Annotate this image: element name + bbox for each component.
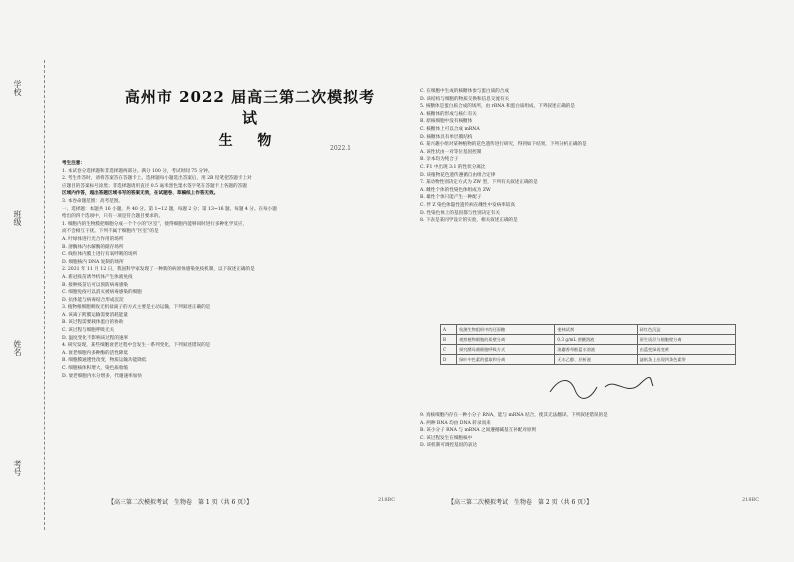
table-cell: 砖红色沉淀 bbox=[637, 325, 735, 335]
question-line: D. 温度变化不影响该过程的速率 bbox=[62, 335, 129, 341]
question-line: A. 核糖体的形成与核仁有关 bbox=[420, 111, 477, 117]
binding-label-school: 学校 bbox=[13, 80, 22, 96]
table-cell: 绿叶中色素的提取和分离 bbox=[457, 355, 555, 365]
table-cell: 滤纸条上出现四条色素带 bbox=[637, 355, 735, 365]
right-column-lower bbox=[420, 412, 780, 450]
rna-strand-curve bbox=[605, 377, 653, 388]
exam-code: 2022.1 bbox=[330, 145, 351, 152]
table-cell: D bbox=[441, 355, 457, 365]
question-line: B. 雄性个体只能产生一种配子 bbox=[420, 195, 482, 201]
question-line: D. 核糖体具有单层膜结构 bbox=[420, 134, 473, 140]
exam-title: 高州市 2022 届高三第二次模拟考试 bbox=[124, 88, 376, 127]
footer-code-left: 218BC bbox=[378, 497, 396, 503]
question-line: 4. 研究发现，某些细胞衰老过程中会发生一系列变化，下列叙述错误的是 bbox=[62, 343, 211, 349]
table-row bbox=[441, 355, 736, 365]
footer-code-right: 218BC bbox=[742, 497, 760, 503]
question-line: 7. 某动物性别决定方式为 ZW 型，下列有关叙述正确的是 bbox=[420, 180, 538, 186]
question-line: A. 叶绿体进行光合作用的场所 bbox=[62, 236, 124, 242]
notice-heading: 考生注意： bbox=[62, 161, 85, 166]
rna-strand-curve bbox=[550, 380, 597, 398]
question-line: B. 原核细胞中没有核糖体 bbox=[420, 119, 473, 125]
notice-line: 3. 本卷命题范围：高考范围。 bbox=[62, 198, 123, 204]
question-line: B. 接种疫苗后可以预防病毒感染 bbox=[62, 282, 129, 288]
question-line: A. 新冠疫苗诱导机体产生体液免疫 bbox=[62, 274, 133, 280]
rna-structure-figure bbox=[545, 372, 655, 402]
table-row bbox=[441, 345, 736, 355]
table-cell: B bbox=[441, 335, 457, 345]
table-cell: C bbox=[441, 345, 457, 355]
question-line: C. 伴 Z 染色体隐性遗传病在雌性中发病率较高 bbox=[420, 202, 516, 208]
question-line: 2. 2021 年 11 月 12 日，我国科学家发现了一种新的病原体感染免疫机制，以下叙述正确的是 bbox=[62, 267, 255, 273]
question-line: B. 溶酶体内水解酶的储存场所 bbox=[62, 244, 124, 250]
question-line: B. 细胞膜通透性改变，物质运输功能降低 bbox=[62, 358, 147, 364]
table-cell: A bbox=[441, 325, 457, 335]
right-column bbox=[420, 88, 780, 225]
question-line: A. 两种 RNA 均由 DNA 转录而来 bbox=[420, 420, 491, 426]
question-line: C. 细胞免疫可以消灭被病毒感染的细胞 bbox=[62, 290, 142, 296]
footer-right: 【高三第二次模拟考试 生物卷 第 2 页（共 6 页）】 bbox=[448, 499, 593, 506]
question-line: C. 该过程与细胞呼吸无关 bbox=[62, 328, 115, 334]
question-line: A. 衰老细胞内多种酶的活性降低 bbox=[62, 350, 128, 356]
question-line: 9. 真核细胞内存在一种小分子 RNA，能与 mRNA 结合，使其无法翻译。下列叙述错误的是 bbox=[420, 413, 608, 418]
question-line: C. 核糖体上可以合成 mRNA bbox=[420, 126, 480, 132]
table-cell: 观察植物细胞的质壁分离 bbox=[457, 335, 555, 345]
table-cell: 由蓝变绿再变黄 bbox=[637, 345, 735, 355]
question-line: B. 该小分子 RNA 与 mRNA 之间遵循碱基互补配对原则 bbox=[420, 428, 537, 434]
question-line: C. 该过程发生在细胞核中 bbox=[420, 435, 473, 441]
notice-line: 应题目的答案标号涂黑；非选择题请用直径 0.5 毫米黑色墨水签字笔在答题卡上各题的答题 bbox=[62, 183, 247, 189]
table-row bbox=[441, 325, 736, 335]
table-row bbox=[441, 335, 736, 345]
question-line: A. 雌性个体的性染色体组成为 ZW bbox=[420, 187, 491, 193]
experiment-table bbox=[440, 324, 736, 365]
question-line: 一、选择题：本题共 16 小题，共 40 分。第 1~12 题，每题 2 分；第 13~16 题，每题 4 分。在每小题 bbox=[62, 206, 277, 212]
binding-label-number: 考号 bbox=[13, 460, 22, 476]
question-line: 5. 核糖体是蛋白质合成的场所，由 rRNA 和蛋白质组成，下列叙述正确的是 bbox=[420, 104, 575, 110]
notice-line: 2. 考生作答时，请将答案答在答题卡上。选择题每小题选出答案后，用 2B 铅笔把答题卡上对 bbox=[62, 176, 252, 182]
left-questions bbox=[62, 206, 407, 381]
question-line: D. 该机制可调控基因的表达 bbox=[420, 443, 477, 449]
table-cell: 检测生物组织中的还原糖 bbox=[457, 325, 555, 335]
question-line: D. 细胞核内 DNA 复制的场所 bbox=[62, 259, 124, 265]
table-cell: 原生质层与细胞壁分离 bbox=[637, 335, 735, 345]
table-cell: 0.3 g/mL 蔗糖溶液 bbox=[555, 335, 637, 345]
question-line: D. 抗体能与病毒结合形成沉淀 bbox=[62, 297, 124, 303]
question-line: D. 衰老细胞内水分增多，代谢速率加快 bbox=[62, 373, 142, 379]
question-line: C. 细胞核体积增大，染色质收缩 bbox=[62, 366, 128, 372]
question-line: D. 性染色体上的基因都与性别决定有关 bbox=[420, 210, 500, 216]
question-line: D. 该结构与细胞的物质交换和信息交流有关 bbox=[420, 96, 510, 102]
question-line: B. 亲本均为纯合子 bbox=[420, 157, 459, 163]
question-line: 8. 下表是某同学设计的实验，相关叙述正确的是 bbox=[420, 218, 518, 224]
table-cell: 溴麝香草酚蓝水溶液 bbox=[555, 345, 637, 355]
question-line: A. 该离子跨膜运输需要消耗能量 bbox=[62, 312, 128, 318]
table-cell: 无水乙醇、层析液 bbox=[555, 355, 637, 365]
binding-label-name: 姓名 bbox=[13, 340, 22, 356]
question-line: 3. 植物根细胞吸收无机盐离子的方式主要是主动运输，下列叙述正确的是 bbox=[62, 305, 211, 311]
binding-label-class: 班级 bbox=[13, 210, 22, 226]
question-line: C. F1 中出现 3:1 的性状分离比 bbox=[420, 164, 486, 170]
notice-line: 1. 本试卷分选择题和非选择题两部分。满分 100 分，考试时间 75 分钟。 bbox=[62, 168, 213, 174]
question-line: 1. 细胞内的生物膜把细胞分成一个个小的“区室”，使得细胞内能够同时进行多种化学反应， bbox=[62, 221, 248, 227]
question-line: 给出的四个选项中，只有一项是符合题目要求的。 bbox=[62, 214, 164, 220]
notice-line: 区域内作答，超出答题区域书写的答案无效，在试题卷、草稿纸上作答无效。 bbox=[62, 191, 219, 197]
question-line: 而不会相互干扰。下列不属于细胞内“区室”的是 bbox=[62, 229, 159, 235]
question-line: B. 该过程需要载体蛋白的协助 bbox=[62, 320, 124, 326]
question-line: C. 在细胞中生成的核糖体参与蛋白质的合成 bbox=[420, 89, 509, 94]
question-line: D. 该植物花色遗传遵循自由组合定律 bbox=[420, 172, 496, 178]
left-column bbox=[62, 160, 407, 380]
question-line: A. 该性状由一对等位基因控制 bbox=[420, 149, 482, 155]
exam-subject: 生 物 bbox=[218, 133, 282, 149]
question-line: C. 线粒体内膜上进行有氧呼吸的场所 bbox=[62, 252, 138, 258]
footer-left: 【高三第二次模拟考试 生物卷 第 1 页（共 6 页）】 bbox=[108, 499, 253, 506]
table-cell: 探究酵母菌细胞呼吸方式 bbox=[457, 345, 555, 355]
binding-margin bbox=[4, 60, 45, 530]
right-questions bbox=[420, 88, 780, 225]
question-line: 6. 某兴趣小组对某种植物的花色遗传进行研究，得到如下结果，下列分析正确的是 bbox=[420, 142, 587, 148]
table-cell: 斐林试剂 bbox=[555, 325, 637, 335]
